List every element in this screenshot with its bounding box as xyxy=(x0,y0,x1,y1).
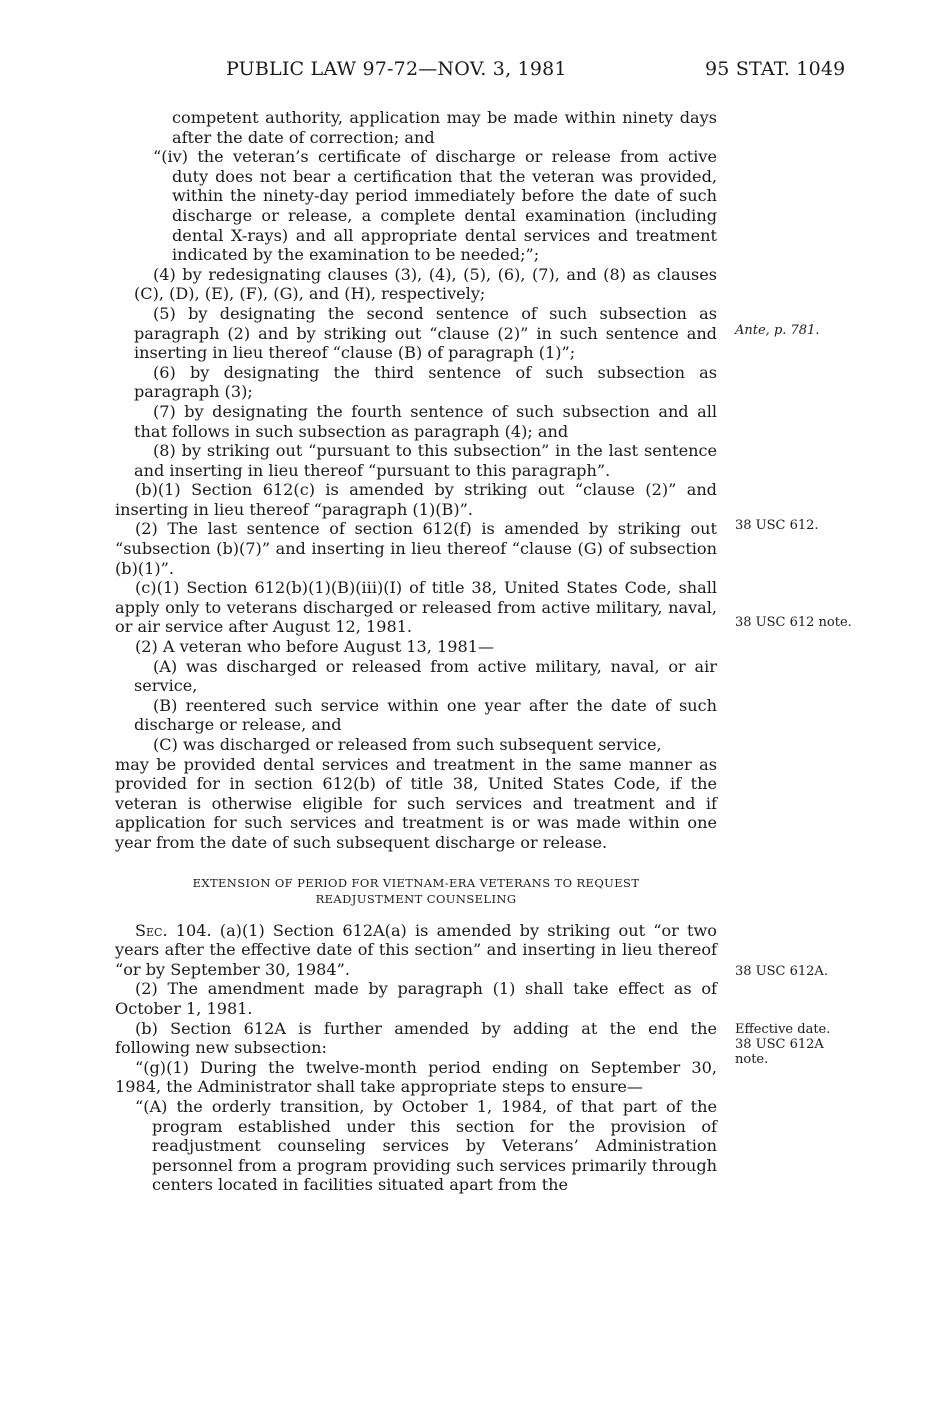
paragraph-c-2-c: (C) was discharged or released from such subsequent service, xyxy=(153,735,662,754)
effective-date-label: Effective date. xyxy=(735,1022,831,1037)
paragraph-c-2-flush: may be provided dental services and treatment in the same manner as provided for in section 612(b) of title 38, United States Code, if the veteran is otherwise eligible for such services and treatment and if application for such services and treatment is or was made within one year from the date of such subsequent discharge or release. xyxy=(115,754,717,852)
paragraph-clause-iv: “(iv) the veteran’s certificate of discharge or release from active duty does not bear a certification that the veteran was provided, within the ninety-day period immediately before the date of such discharge or release, a complete dental examination (including dental X-rays) and all appropriate dental services and treatment indicated by the examination to be needed;”; xyxy=(153,147,717,265)
paragraph-c-2: (2) A veteran who before August 13, 1981— xyxy=(135,637,495,657)
running-head-title: PUBLIC LAW 97-72—NOV. 3, 1981 xyxy=(226,58,567,80)
paragraph-g-1: “(g)(1) During the twelve-month period ending on September 30, 1984, the Administrator shall take appropriate steps to ensure— xyxy=(115,1057,717,1097)
paragraph-sec-104-a-2: (2) The amendment made by paragraph (1) shall take effect as of October 1, 1981. xyxy=(115,979,717,1018)
margin-note-38-usc-612-note: 38 USC 612 note. xyxy=(735,615,852,630)
paragraph-clause-iii-continuation: competent authority, application may be made within ninety days after the date of correction; and xyxy=(172,108,717,147)
paragraph-sec-104-a-1 xyxy=(115,921,717,980)
paragraph-6: (6) by designating the third sentence of such subsection as paragraph (3); xyxy=(134,362,717,402)
running-head-page-number: 95 STAT. 1049 xyxy=(705,58,846,80)
section-heading: EXTENSION OF PERIOD FOR VIETNAM-ERA VETERANS TO REQUEST READJUSTMENT COUNSELING xyxy=(192,875,640,906)
effective-date-note: note. xyxy=(735,1052,769,1067)
paragraph-g-1-a: “(A) the orderly transition, by October 1, 1984, of that part of the program established under this section for the provision of readjustment counseling services by Veterans’ Administration personnel from a program providing such services primarily through centers located in facilities situated apart from the xyxy=(135,1096,717,1195)
margin-note-38-usc-612a: 38 USC 612A. xyxy=(735,964,828,979)
paragraph-4: (4) by redesignating clauses (3), (4), (5), (6), (7), and (8) as clauses (C), (D), (E), (F), (G), and (H), respectively; xyxy=(134,264,717,304)
margin-note-ante: Ante, p. 781. xyxy=(735,323,820,338)
margin-note-effective-date xyxy=(735,1022,830,1067)
body-text xyxy=(115,108,717,1195)
paragraph-5: (5) by designating the second sentence of such subsection as paragraph (2) and by striking out “clause (2)” in such sentence and inserting in lieu thereof “clause (B) of paragraph (1)”; xyxy=(134,303,717,363)
paragraph-b-2: (2) The last sentence of section 612(f) is amended by striking out “subsection (b)(7)” and inserting in lieu thereof “clause (G) of subsection (b)(1)”. xyxy=(115,519,717,578)
paragraph-b-1: (b)(1) Section 612(c) is amended by striking out “clause (2)” and inserting in lieu thereof “paragraph (1)(B)”. xyxy=(115,480,717,519)
margin-note-38-usc-612: 38 USC 612. xyxy=(735,518,819,533)
section-104-a-1-text: (a)(1) Section 612A(a) is amended by striking out “or two years after the effective date of this section” and inserting in lieu thereof “or by September 30, 1984”. xyxy=(115,920,717,979)
paragraph-c-2-b: (B) reentered such service within one year after the date of such discharge or release, and xyxy=(134,695,717,735)
paragraph-sec-104-b: (b) Section 612A is further amended by adding at the end the following new subsection: xyxy=(115,1018,717,1058)
paragraph-c-2-a: (A) was discharged or released from active military, naval, or air service, xyxy=(134,656,717,696)
paragraph-7: (7) by designating the fourth sentence of such subsection and all that follows in such subsection as paragraph (4); and xyxy=(134,401,717,441)
paragraph-c-1: (c)(1) Section 612(b)(1)(B)(iii)(I) of title 38, United States Code, shall apply only to veterans discharged or released from active military, naval, or air service after August 12, 1981. xyxy=(115,578,717,637)
effective-date-citation: 38 USC 612A xyxy=(735,1037,824,1052)
section-number: Sec. 104. xyxy=(135,920,212,940)
paragraph-8: (8) by striking out “pursuant to this subsection” in the last sentence and inserting in lieu thereof “pursuant to this paragraph”. xyxy=(134,441,717,480)
